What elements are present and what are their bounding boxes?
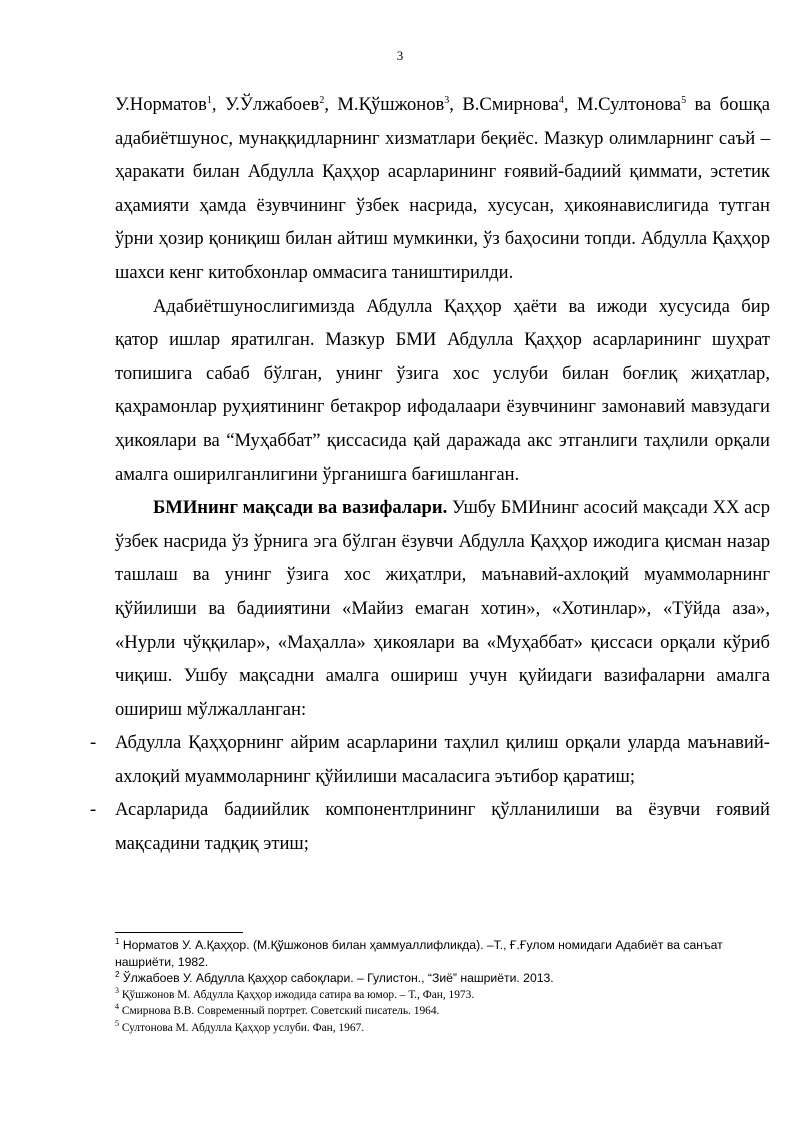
footnote-ref[interactable]: 5 <box>681 94 687 106</box>
author-name: В.Смирнова <box>462 94 559 115</box>
paragraph-3 <box>115 491 770 726</box>
page-number: 3 <box>396 48 404 63</box>
footnotes <box>115 937 775 1036</box>
author-name: У.Ўлжабоев <box>224 94 320 115</box>
paragraph-1-text: ва бошқа адабиётшунос, мунаққидларнинг хизматлари беқиёс. Мазкур олимларнинг саъй – ҳаракати билан Абдулла Қаҳҳор асарларининг ғоявий-бадиий қиммати, эстетик аҳамияти ҳамда ёзувчининг ўзбек насрида, хусусан, ҳикоянавислигида тутган ўрни ҳозир қониқиш билан айтиш мумкинки, ўз баҳосини топди. Абдулла Қаҳҳор шахси кенг китобхонлар оммасига таништирилди. <box>115 94 771 283</box>
section-heading: БМИнинг мақсади ва вазифалари. <box>153 497 448 519</box>
bullet-dash: - <box>90 799 97 821</box>
list-item <box>90 793 770 860</box>
bullet-dash: - <box>90 732 97 754</box>
paragraph-2: Адабиётшунослигимизда Абдулла Қаҳҳор ҳаёти ва ижоди хусусида бир қатор ишлар яратилган. Мазкур БМИ Абдулла Қаҳҳор асарларининг шуҳрат топишига сабаб бўлган, унинг ўзига хос услуби билан боғлиқ жиҳатлар, қаҳрамонлар руҳиятининг бетакрор ифодалаари ёзувчининг замонавий мавзудаги ҳикоялари ва “Муҳаббат” қиссасида қай даражада акс этганлиги таҳлили орқали амалга оширилганлигини ўрганишга бағишланган. <box>115 295 770 485</box>
author-name: У.Норматов <box>115 94 207 115</box>
footnote-number: 2 <box>115 969 120 979</box>
footnote-text: Султонова М. Абдулла Қаҳҳор услуби. Фан, 1967. <box>119 1021 365 1034</box>
footnote-ref[interactable]: 2 <box>319 94 325 106</box>
paragraph-1: У.Норматов$^1$, У.Ўлжабоев$^2$, М.Қўшжонов$^3$, В.Смирнова$^4$, М.Султонова$^5$ ва бошқа адабиётшунос, мунаққидларнинг хизматлари беқиёс. Мазкур олимларнинг саъй – ҳаракати билан Абдулла Қаҳҳор асарларининг ғоявий-бадиий қиммати, эстетик аҳамияти ҳамда ёзувчининг ўзбек насрида, хусусан, ҳикоянавислигида тутган ўрни ҳозир қониқиш билан айтиш мумкинки, ўз баҳосини топди. Абдулла Қаҳҳор шахси кенг китобхонлар оммасига таништирилди. <box>115 94 771 283</box>
footnote-1 <box>115 937 775 970</box>
footnote-3 <box>115 987 775 1004</box>
footnote-number: 4 <box>115 1002 119 1012</box>
footnote-text: Қўшжонов М. Абдулла Қаҳҳор ижодида сатира ва юмор. – Т., Фан, 1973. <box>119 988 475 1001</box>
footnote-5 <box>115 1020 775 1037</box>
list-item <box>90 726 770 793</box>
footnote-text: Норматов У. А.Қаҳҳор. (М.Қўшжонов билан ҳаммуаллифликда). –Т., Ғ.Ғулом номидаги Адабиёт ва санъат нашриёти, 1982. <box>115 938 723 969</box>
footnote-ref[interactable]: 3 <box>444 94 450 106</box>
footnote-separator <box>115 932 243 933</box>
author-name: М.Қўшжонов <box>337 94 445 115</box>
body-text <box>90 88 771 861</box>
footnote-ref[interactable]: 4 <box>558 94 564 106</box>
list-item-text: Абдулла Қаҳҳорнинг айрим асарларини таҳлил қилиш орқали уларда маънавий-ахлоқий муаммоларнинг қўйилиши масаласига эътибор қаратиш; <box>115 732 770 787</box>
footnote-text: Смирнова В.В. Современный портрет. Советский писатель. 1964. <box>119 1005 440 1017</box>
footnote-2 <box>115 970 775 987</box>
footnote-number: 5 <box>115 1018 119 1028</box>
footnote-4 <box>115 1003 775 1020</box>
footnote-number: 1 <box>115 936 120 946</box>
footnote-ref[interactable]: 1 <box>206 94 212 106</box>
list-item-text: Асарларида бадиийлик компонентлрининг қўлланилиши ва ёзувчи ғоявий мақсадини тадқиқ этиш; <box>115 799 770 855</box>
paragraph-3-text: Ушбу БМИнинг асосий мақсади ХХ аср ўзбек насрида ўз ўрнига эга бўлган ёзувчи Абдулла Қаҳҳор ижодига қисман назар ташлаш ва унинг ўзига хос жиҳатлри, маънавий-ахлоқий муаммоларнинг қўйилиши ва бадииятини «Майиз емаган хотин», «Хотинлар», «Тўйда аза», «Нурли чўққилар», «Маҳалла» ҳикоялари ва «Муҳаббат» қиссаси орқали кўриб чиқиш. Ушбу мақсадни амалга ошириш учун қуйидаги вазифаларни амалга ошириш мўлжалланган: <box>115 497 770 720</box>
author-name: М.Султонова <box>576 94 682 115</box>
footnote-number: 3 <box>115 985 119 995</box>
footnote-text: Ўлжабоев У. Абдулла Қаҳҳор сабоқлари. – Гулистон., “Зиё” нашриёти. 2013. <box>119 971 554 985</box>
